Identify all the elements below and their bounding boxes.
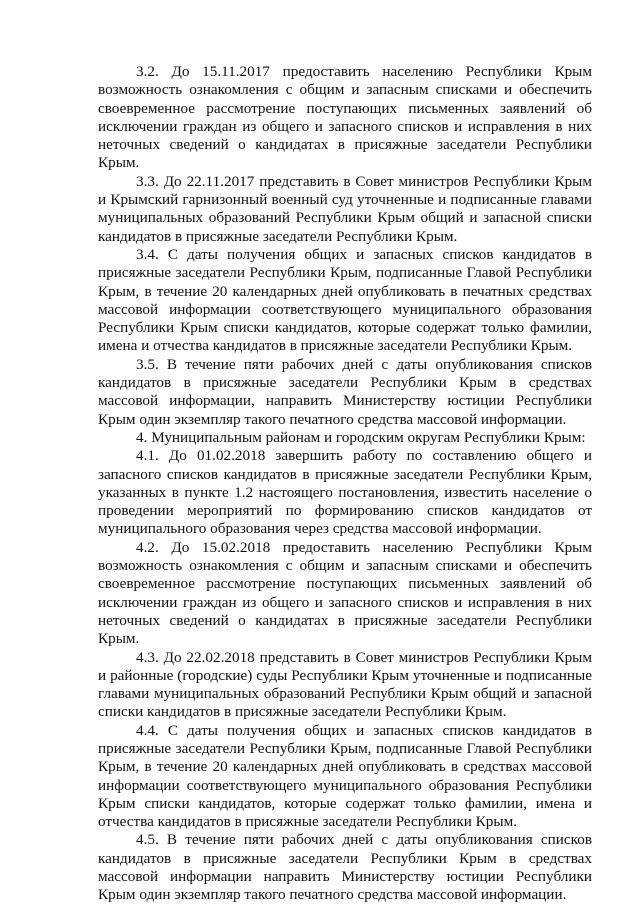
paragraph-4: 4. Муниципальным районам и городским округам Республики Крым: — [136, 428, 586, 446]
paragraph-4-2: 4.2. До 15.02.2018 предоставить населению Республики Крым возможность ознакомления с общим и запасным списками и обеспечить своевременное рассмотрение поступающих письменных заявлений об исключении граждан из общего и запасного списков и исправления в них неточных сведений о кандидатах в присяжные заседатели Республики Крым. — [98, 538, 592, 648]
document-page — [98, 63, 592, 905]
paragraph-4-4: 4.4. С даты получения общих и запасных списков кандидатов в присяжные заседатели Республики Крым, подписанные Главой Республики Крым, в течение 20 календарных дней опубликовать в средствах массовой информации соответствующего муниципального образования Республики Крым списки кандидатов, которые содержат только фамилии, имена и отчества кандидатов в присяжные заседатели Республики Крым. — [98, 721, 592, 831]
paragraph-3-5: 3.5. В течение пяти рабочих дней с даты опубликования списков кандидатов в присяжные заседатели Республики Крым в средствах массовой информации, направить Министерству юстиции Республики Крым один экземпляр такого печатного средства массовой информации. — [98, 355, 592, 428]
paragraph-3-3: 3.3. До 22.11.2017 представить в Совет министров Республики Крым и Крымский гарнизонный военный суд уточненные и подписанные главами муниципальных образований Республики Крым общий и запасной списки кандидатов в присяжные заседатели Республики Крым. — [98, 172, 592, 245]
paragraph-3-4: 3.4. С даты получения общих и запасных списков кандидатов в присяжные заседатели Республики Крым, подписанные Главой Республики Крым, в течение 20 календарных дней опубликовать в печатных средствах массовой информации соответствующего муниципального образования Республики Крым списки кандидатов, которые содержат только фамилии, имена и отчества кандидатов в присяжные заседатели Республики Крым. — [98, 245, 592, 355]
paragraph-4-3: 4.3. До 22.02.2018 представить в Совет министров Республики Крым и районные (городские) суды Республики Крым уточненные и подписанные главами муниципальных образований Республики Крым общий и запасной списки кандидатов в присяжные заседатели Республики Крым. — [98, 648, 592, 721]
paragraph-4-1: 4.1. До 01.02.2018 завершить работу по составлению общего и запасного списков кандидатов в присяжные заседатели Республики Крым, указанных в пункте 1.2 настоящего постановления, известить население о проведении мероприятий по формированию списков кандидатов от муниципального образования через средства массовой информации. — [98, 447, 592, 538]
paragraph-3-2: 3.2. До 15.11.2017 предоставить населению Республики Крым возможность ознакомления с общим и запасным списками и обеспечить своевременное рассмотрение поступающих письменных заявлений об исключении граждан из общего и запасного списков и исправления в них неточных сведений о кандидатах в присяжные заседатели Республики Крым. — [98, 63, 592, 172]
paragraph-4-5: 4.5. В течение пяти рабочих дней с даты опубликования списков кандидатов в присяжные заседатели Республики Крым в средствах массовой информации направить Министерству юстиции Республики Крым один экземпляр такого печатного средства массовой информации. — [98, 831, 592, 904]
